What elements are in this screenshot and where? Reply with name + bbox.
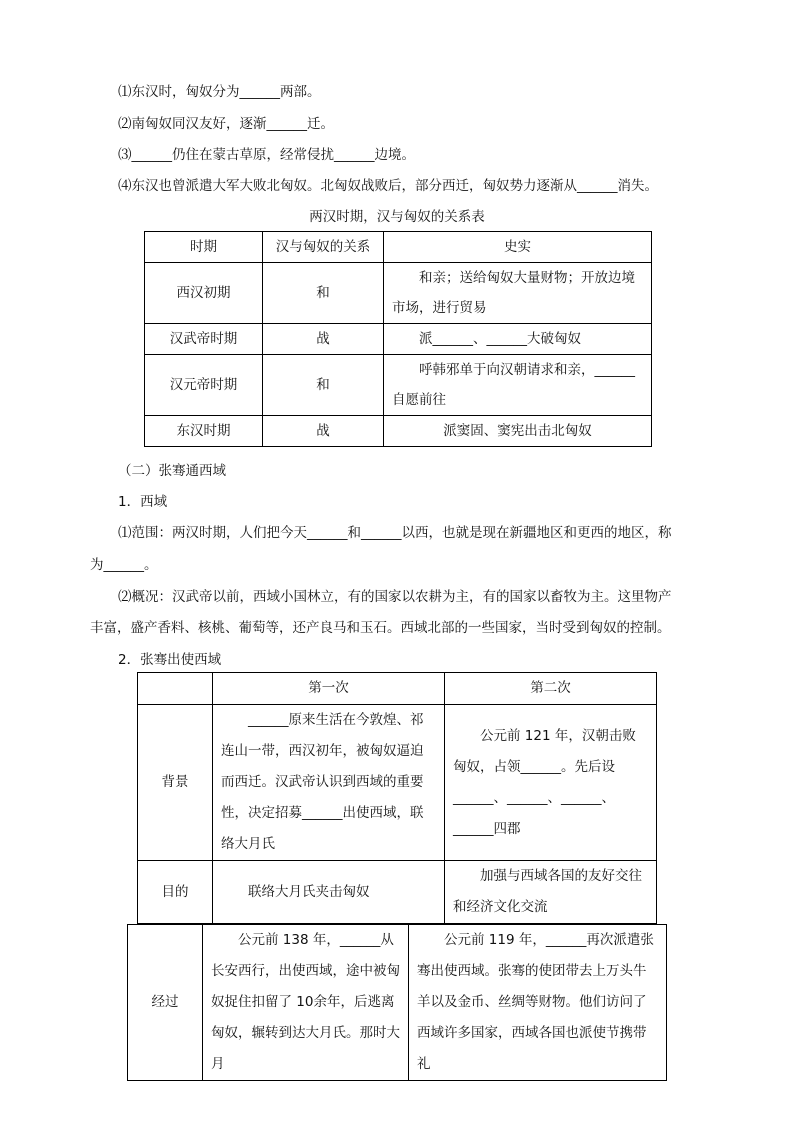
row-label-purpose: 目的 bbox=[138, 861, 213, 924]
second-mission-cell: 加强与西域各国的友好交往和经济文化交流 bbox=[445, 861, 657, 924]
row-label-background: 背景 bbox=[138, 705, 213, 861]
subsection-zhang-qian: 2．张骞出使西域 bbox=[118, 652, 222, 668]
relation-cell: 和 bbox=[263, 263, 384, 324]
table-row bbox=[145, 263, 652, 324]
period-cell: 汉元帝时期 bbox=[145, 355, 263, 416]
period-cell: 汉武帝时期 bbox=[145, 324, 263, 355]
fact-cell: 呼韩邪单于向汉朝请求和亲，______自愿前往 bbox=[384, 355, 652, 416]
zhang-qian-process-table bbox=[127, 924, 667, 1081]
table-row bbox=[145, 416, 652, 447]
overview-line-2: 丰富，盛产香料、核桃、葡萄等，还产良马和玉石。西域北部的一些国家，当时受到匈奴的控制。 bbox=[90, 620, 671, 636]
table-header-row bbox=[145, 232, 652, 263]
table-row bbox=[145, 324, 652, 355]
fact-cell: 派______、______大破匈奴 bbox=[384, 324, 652, 355]
first-mission-cell: 公元前 138 年，______从长安西行，出使西域，途中被匈奴捉住扣留了 10余年，后逃离匈奴，辗转到达大月氏。那时大月 bbox=[203, 925, 409, 1081]
first-mission-cell: 联络大月氏夹击匈奴 bbox=[213, 861, 445, 924]
header-second-mission: 第二次 bbox=[445, 673, 657, 705]
intro-item-2: ⑵南匈奴同汉友好，逐渐______迁。 bbox=[118, 116, 334, 132]
fact-cell: 派窦固、窦宪出击北匈奴 bbox=[384, 416, 652, 447]
intro-item-3: ⑶______仍住在蒙古草原，经常侵扰______边境。 bbox=[118, 147, 415, 163]
fact-cell: 和亲；送给匈奴大量财物；开放边境市场，进行贸易 bbox=[384, 263, 652, 324]
zhang-qian-missions-table bbox=[137, 672, 657, 924]
section2-heading: （二）张骞通西域 bbox=[118, 463, 226, 479]
first-mission-cell: ______原来生活在今敦煌、祁连山一带，西汉初年，被匈奴逼迫而西迁。汉武帝认识到西域的重要性，决定招募______出使西域，联络大月氏 bbox=[213, 705, 445, 861]
scope-line-2: 为______。 bbox=[90, 557, 158, 573]
table-row bbox=[128, 925, 667, 1081]
table-row bbox=[145, 355, 652, 416]
relation-cell: 和 bbox=[263, 355, 384, 416]
overview-line-1: ⑵概况：汉武帝以前，西域小国林立，有的国家以农耕为主，有的国家以畜牧为主。这里物产 bbox=[118, 589, 672, 605]
scope-line-1: ⑴范围：两汉时期，人们把今天______和______以西，也就是现在新疆地区和更西的地区，称 bbox=[118, 525, 672, 541]
intro-item-4: ⑷东汉也曾派遣大军大败北匈奴。北匈奴战败后，部分西迁，匈奴势力逐渐从______消失。 bbox=[118, 178, 658, 194]
second-mission-cell: 公元前 121 年，汉朝击败匈奴，占领______。先后设______、______、______、______四郡 bbox=[445, 705, 657, 861]
header-period: 时期 bbox=[145, 232, 263, 263]
relation-cell: 战 bbox=[263, 324, 384, 355]
header-relation: 汉与匈奴的关系 bbox=[263, 232, 384, 263]
table1-title: 两汉时期，汉与匈奴的关系表 bbox=[309, 209, 485, 225]
table-row bbox=[138, 861, 657, 924]
period-cell: 东汉时期 bbox=[145, 416, 263, 447]
table-header-row bbox=[138, 673, 657, 705]
relation-cell: 战 bbox=[263, 416, 384, 447]
table-row bbox=[138, 705, 657, 861]
header-first-mission: 第一次 bbox=[213, 673, 445, 705]
second-mission-cell: 公元前 119 年，______再次派遣张骞出使西域。张骞的使团带去上万头牛羊以及金币、丝绸等财物。他们访问了西域许多国家，西域各国也派使节携带礼 bbox=[409, 925, 667, 1081]
han-xiongnu-relations-table bbox=[144, 231, 652, 447]
header-empty bbox=[138, 673, 213, 705]
intro-item-1: ⑴东汉时，匈奴分为______两部。 bbox=[118, 84, 321, 100]
period-cell: 西汉初期 bbox=[145, 263, 263, 324]
header-fact: 史实 bbox=[384, 232, 652, 263]
row-label-process: 经过 bbox=[128, 925, 203, 1081]
subsection-western-regions: 1．西域 bbox=[118, 494, 168, 510]
